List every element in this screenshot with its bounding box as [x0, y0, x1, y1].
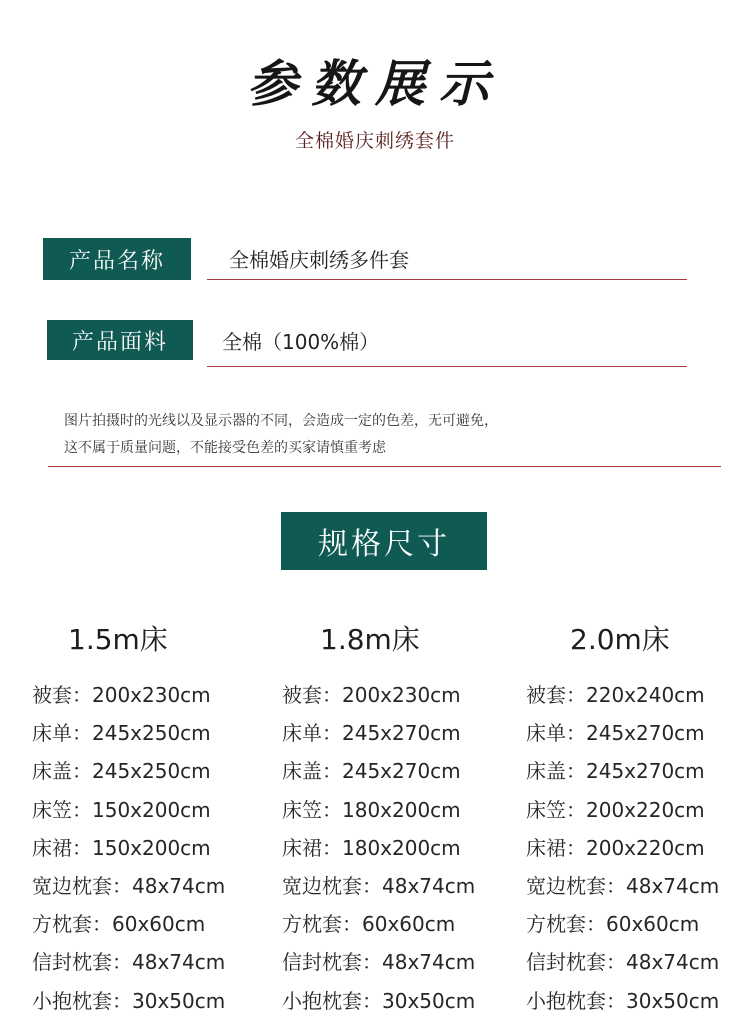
spec-row: 被套：200x230cm — [32, 683, 211, 707]
spec-row: 床盖：245x250cm — [32, 759, 211, 784]
spec-column-heading: 1.5m床 — [68, 623, 168, 656]
spec-row: 床裙：180x200cm — [282, 835, 461, 860]
specs-title: 规格尺寸 — [281, 512, 487, 570]
spec-row: 宽边枕套：48x74cm — [526, 873, 720, 898]
page-title: 参数展示 — [247, 54, 503, 113]
spec-row: 宽边枕套：48x74cm — [32, 873, 226, 898]
product-fabric-label: 产品面料 — [47, 320, 193, 360]
note-divider — [48, 466, 721, 467]
product-name-value: 全棉婚庆刺绣多件套 — [229, 248, 409, 272]
spec-row: 床裙：200x220cm — [526, 835, 705, 860]
spec-row: 床盖：245x270cm — [526, 759, 705, 784]
spec-column-1-5m — [32, 618, 262, 1020]
spec-row: 小抱枕套：30x50cm — [32, 988, 226, 1013]
color-note-line-1: 图片拍摄时的光线以及显示器的不同，会造成一定的色差，无可避免， — [64, 413, 498, 429]
spec-row: 方枕套：60x60cm — [32, 912, 206, 937]
spec-row: 信封枕套：48x74cm — [526, 950, 720, 975]
spec-row: 床笠：150x200cm — [32, 797, 211, 822]
spec-row: 被套：220x240cm — [526, 683, 705, 707]
product-fabric-divider — [207, 366, 687, 367]
spec-row: 床单：245x250cm — [32, 721, 211, 746]
spec-row: 床笠：200x220cm — [526, 797, 705, 822]
spec-row: 方枕套：60x60cm — [526, 912, 700, 937]
spec-row: 床单：245x270cm — [282, 721, 461, 746]
spec-row: 小抱枕套：30x50cm — [282, 988, 476, 1013]
spec-row: 床单：245x270cm — [526, 721, 705, 746]
spec-row: 被套：200x230cm — [282, 683, 461, 707]
spec-column-2-0m — [526, 618, 750, 1020]
spec-row: 床裙：150x200cm — [32, 835, 211, 860]
spec-row: 床盖：245x270cm — [282, 759, 461, 784]
product-fabric-value: 全棉（100%棉） — [222, 330, 380, 354]
spec-row: 宽边枕套：48x74cm — [282, 873, 476, 898]
spec-row: 小抱枕套：30x50cm — [526, 988, 720, 1013]
spec-column-1-8m — [282, 618, 512, 1020]
spec-row: 信封枕套：48x74cm — [32, 950, 226, 975]
product-name-label: 产品名称 — [43, 238, 191, 280]
spec-column-heading: 2.0m床 — [570, 623, 670, 656]
product-name-divider — [207, 279, 687, 280]
spec-row: 信封枕套：48x74cm — [282, 950, 476, 975]
page-subtitle: 全棉婚庆刺绣套件 — [294, 130, 455, 152]
spec-row: 方枕套：60x60cm — [282, 912, 456, 937]
color-note-line-2: 这不属于质量问题，不能接受色差的买家请慎重考虑 — [64, 440, 386, 456]
spec-column-heading: 1.8m床 — [320, 623, 420, 656]
spec-row: 床笠：180x200cm — [282, 797, 461, 822]
